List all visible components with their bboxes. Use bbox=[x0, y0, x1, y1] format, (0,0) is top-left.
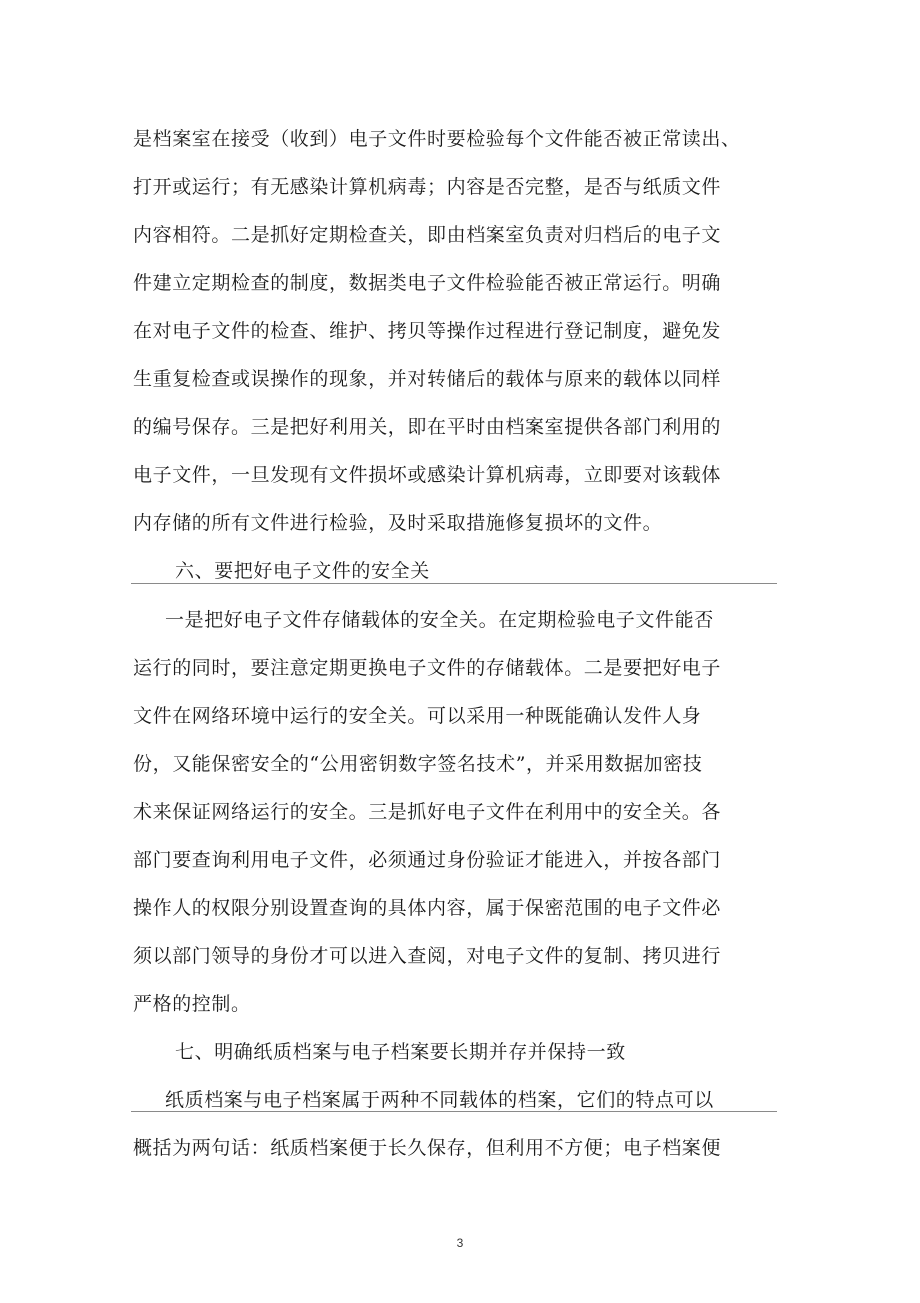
paragraph-2-line-3: 文件在网络环境中运行的安全关。可以采用一种既能确认发件人身 bbox=[133, 705, 702, 727]
paragraph-2-line-5: 术来保证网络运行的安全。三是抓好电子文件在利用中的安全关。各 bbox=[133, 801, 722, 823]
section-heading-6: 六、要把好电子文件的安全关 bbox=[175, 560, 430, 582]
page-number: 3 bbox=[456, 1236, 464, 1250]
paragraph-1-line-5: 在对电子文件的检查、维护、拷贝等操作过程进行登记制度，避免发 bbox=[133, 320, 722, 342]
paragraph-1-line-2: 打开或运行；有无感染计算机病毒；内容是否完整，是否与纸质文件 bbox=[133, 176, 722, 198]
paragraph-2-line-8: 须以部门领导的身份才可以进入查阅，对电子文件的复制、拷贝进行 bbox=[133, 945, 722, 967]
paragraph-2-line-6: 部门要查询利用电子文件，必须通过身份验证才能进入，并按各部门 bbox=[133, 849, 722, 871]
paragraph-1-line-6: 生重复检查或误操作的现象，并对转储后的载体与原来的载体以同样 bbox=[133, 368, 722, 390]
paragraph-3-line-1: 纸质档案与电子档案属于两种不同载体的档案，它们的特点可以 bbox=[165, 1089, 714, 1111]
paragraph-3-line-2: 概括为两句话：纸质档案便于长久保存，但利用不方便；电子档案便 bbox=[133, 1137, 722, 1159]
paragraph-1-line-4: 件建立定期检查的制度，数据类电子文件检验能否被正常运行。明确 bbox=[133, 272, 722, 294]
paragraph-1-line-7: 的编号保存。三是把好利用关，即在平时由档案室提供各部门利用的 bbox=[133, 416, 722, 438]
paragraph-1-line-9: 内存储的所有文件进行检验，及时采取措施修复损坏的文件。 bbox=[133, 512, 663, 534]
paragraph-1-line-1: 是档案室在接受（收到）电子文件时要检验每个文件能否被正常读出、 bbox=[133, 128, 741, 150]
paragraph-1-line-3: 内容相符。二是抓好定期检查关，即由档案室负责对归档后的电子文 bbox=[133, 224, 722, 246]
paragraph-2-line-4: 份，又能保密安全的“公用密钥数字签名技术”，并采用数据加密技 bbox=[133, 753, 703, 775]
heading-6-underline bbox=[131, 583, 777, 584]
paragraph-3-underline bbox=[131, 1111, 777, 1112]
paragraph-1-line-8: 电子文件，一旦发现有文件损坏或感染计算机病毒，立即要对该载体 bbox=[133, 464, 722, 486]
paragraph-2-line-7: 操作人的权限分别设置查询的具体内容，属于保密范围的电子文件必 bbox=[133, 897, 722, 919]
paragraph-2-line-1: 一是把好电子文件存储载体的安全关。在定期检验电子文件能否 bbox=[165, 609, 714, 631]
paragraph-2-line-9: 严格的控制。 bbox=[133, 993, 251, 1015]
paragraph-2-line-2: 运行的同时，要注意定期更换电子文件的存储载体。二是要把好电子 bbox=[133, 657, 722, 679]
section-heading-7: 七、明确纸质档案与电子档案要长期并存并保持一致 bbox=[175, 1041, 626, 1063]
